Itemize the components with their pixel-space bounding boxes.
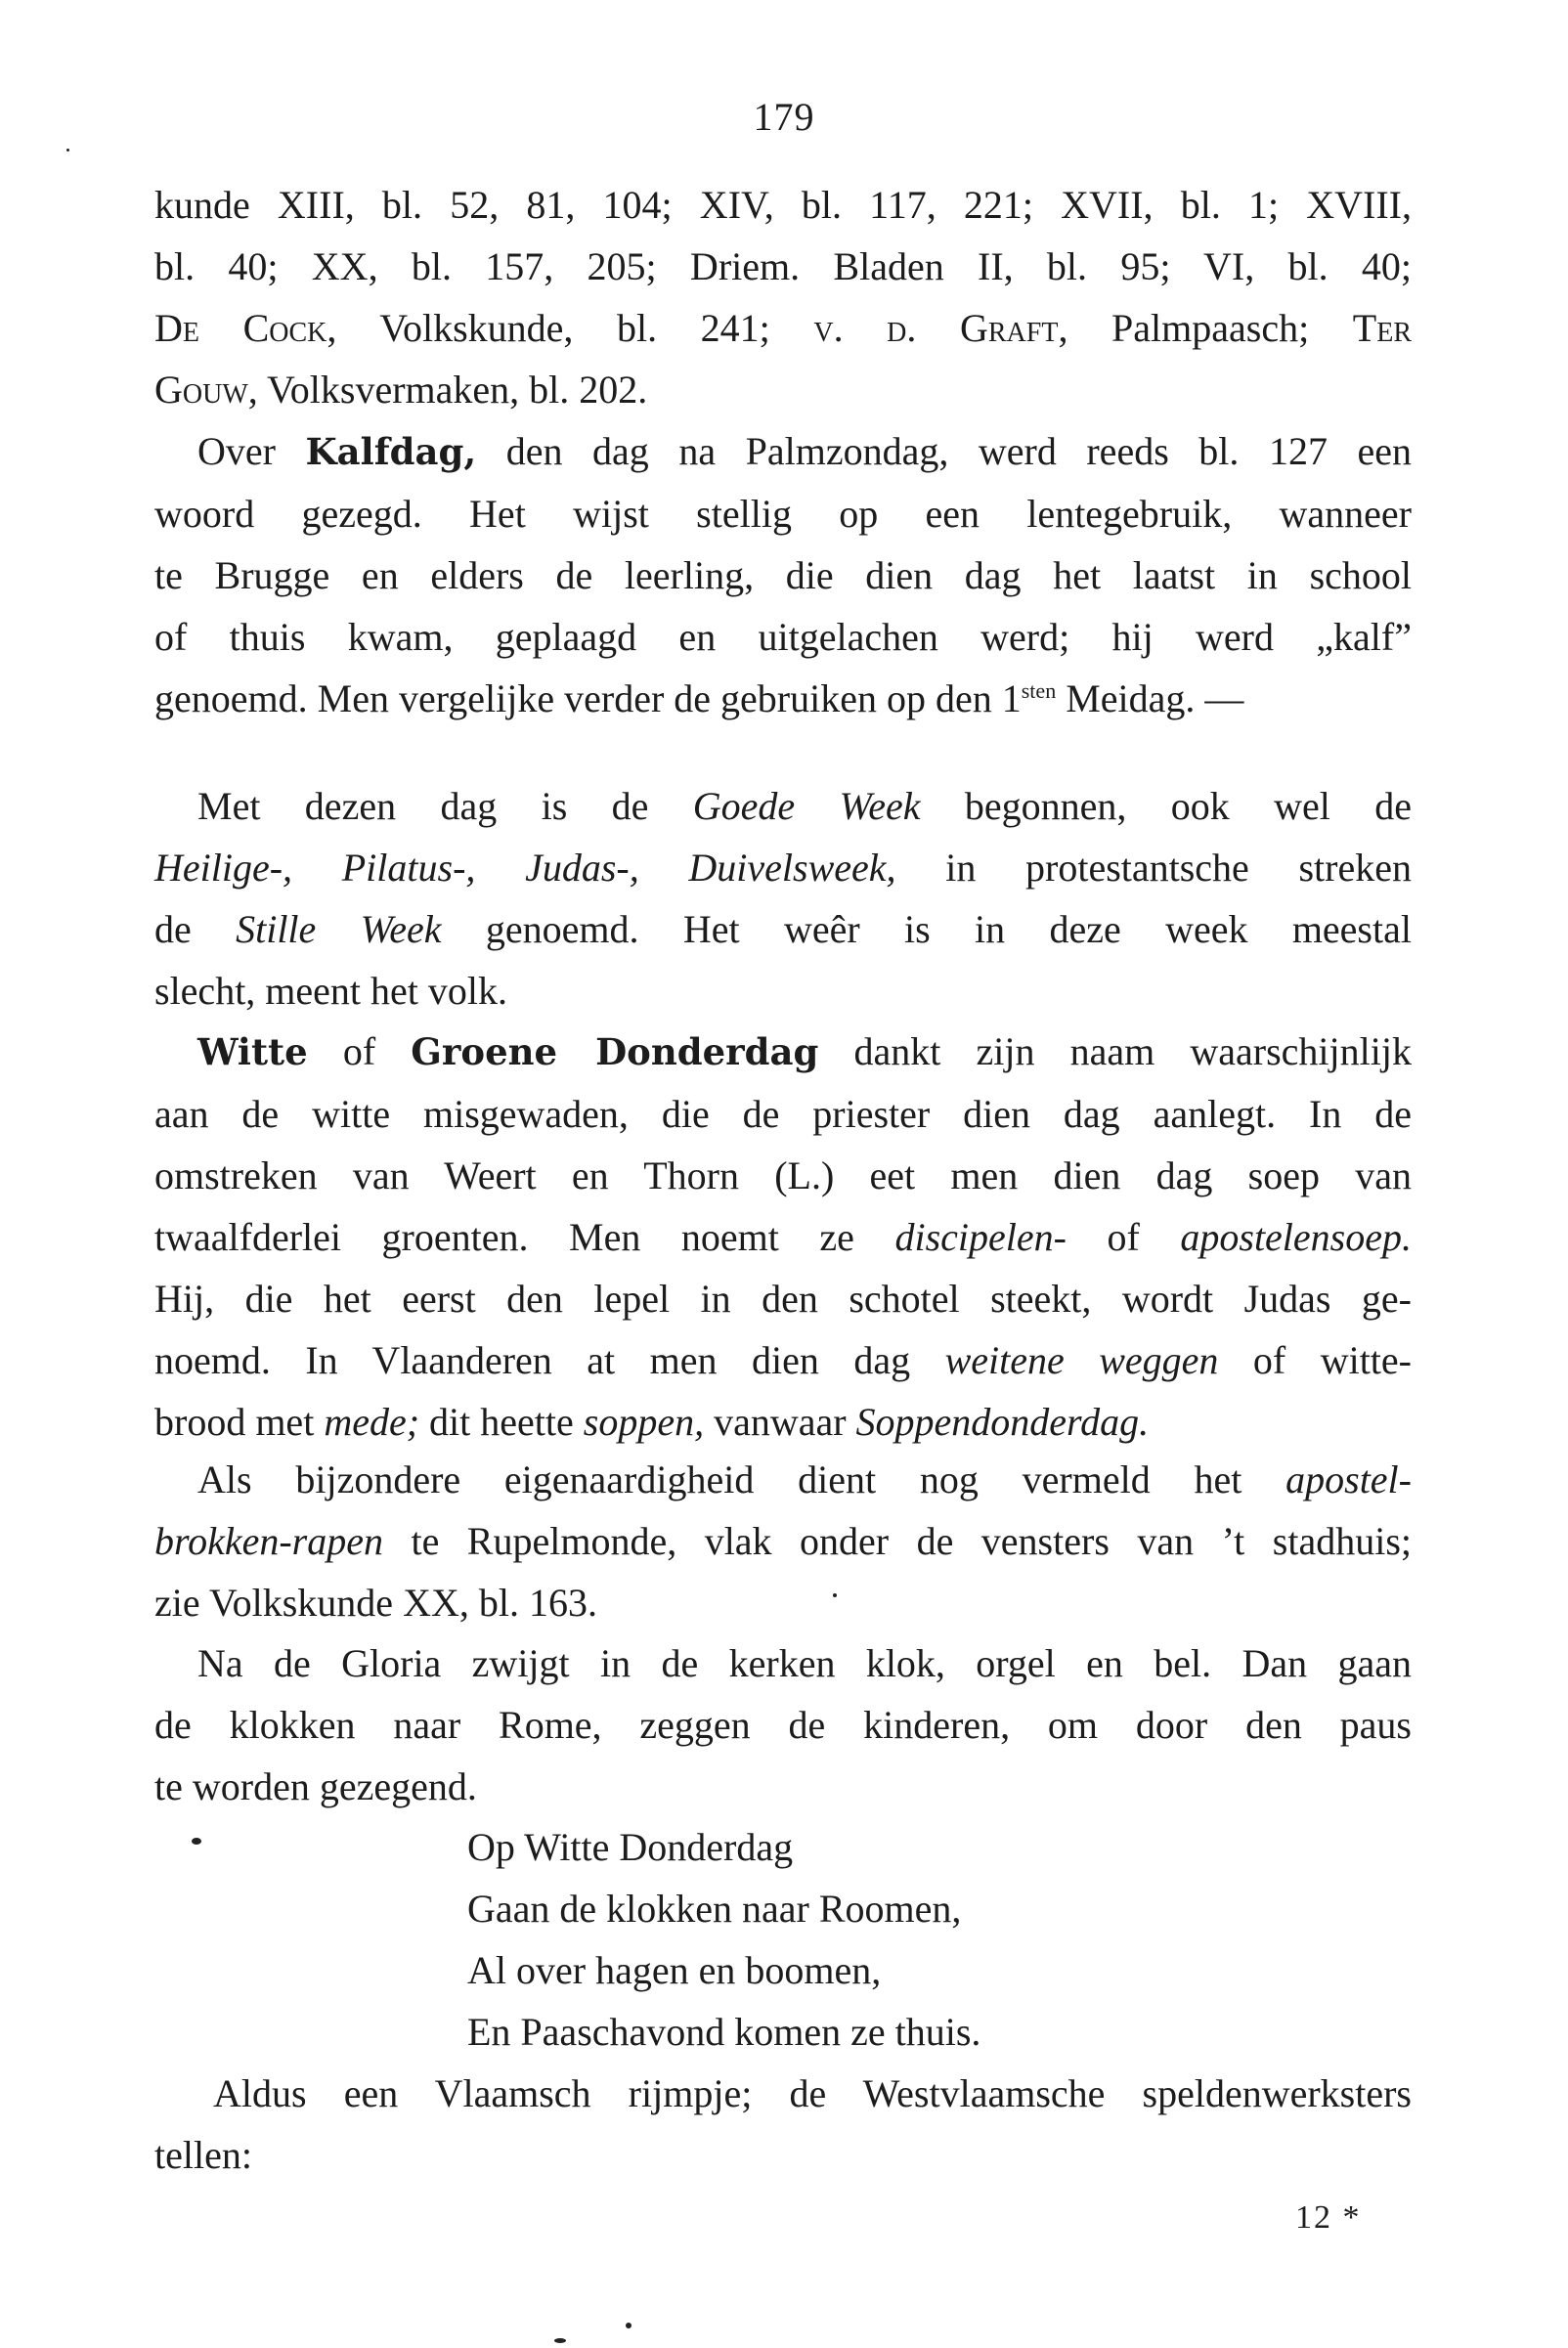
- text-line: Als bijzondere eigenaardigheid dient nog vermeld het apostel-: [197, 1457, 1412, 1501]
- author-name: De Cock: [154, 306, 327, 350]
- text-line: woord gezegd. Het wijst stellig op een lentegebruik, wanneer: [154, 492, 1412, 536]
- scan-speck: [66, 149, 69, 152]
- author-name: Gouw: [154, 368, 248, 412]
- text-line: Heilige-, Pilatus-, Judas-, Duivelsweek, in protestantsche streken: [154, 846, 1412, 890]
- italic-term: weitene weggen: [944, 1338, 1219, 1382]
- text-line: genoemd. Men vergelijke verder de gebruiken op den $1^{sten}$ Meidag. —: [154, 676, 1244, 720]
- text-line: kunde XIII, bl. 52, 81, 104; XIV, bl. 117, 221; XVII, bl. 1; XVIII,: [154, 183, 1412, 227]
- italic-term: soppen,: [583, 1400, 705, 1444]
- italic-term: Heilige-, Pilatus-, Judas-, Duivelsweek,: [154, 846, 896, 890]
- poem: [467, 1816, 980, 2063]
- poem-line: Gaan de klokken naar Roomen,: [467, 1887, 962, 1931]
- heading-term: Groene Donderdag: [411, 1030, 819, 1073]
- heading-term: Kalfdag,: [305, 430, 477, 473]
- paragraph-rijmpje: [154, 2063, 1412, 2186]
- text-line: Na de Gloria zwijgt in de kerken klok, orgel en bel. Dan gaan: [197, 1641, 1412, 1685]
- poem-line: Al over hagen en boomen,: [467, 1948, 882, 1992]
- text-line: Witte of Groene Donderdag dankt zijn naam waarschijnlijk: [197, 1029, 1412, 1073]
- paragraph-kalfdag: [154, 420, 1412, 729]
- text-line: omstreken van Weert en Thorn (L.) eet men dien dag soep van: [154, 1153, 1412, 1197]
- italic-term: discipelen-: [894, 1215, 1067, 1259]
- paragraph-klokken: [154, 1632, 1412, 1817]
- text-line: brokken-rapen te Rupelmonde, vlak onder de vensters van ’t stadhuis;: [154, 1519, 1412, 1563]
- scan-speck: [833, 1593, 837, 1597]
- scan-speck: [192, 1838, 201, 1845]
- text-line: Hij, die het eerst den lepel in den schotel steekt, wordt Judas ge-: [154, 1277, 1412, 1321]
- text-line: te worden gezegend.: [154, 1764, 477, 1808]
- italic-term: apostelensoep.: [1180, 1215, 1412, 1259]
- italic-term: Soppendonderdag.: [855, 1400, 1150, 1444]
- text-line: tellen:: [154, 2133, 252, 2177]
- paragraph-references: [154, 174, 1412, 420]
- author-name: v. d. Graft: [813, 306, 1059, 350]
- paragraph-witte-donderdag: [154, 1021, 1412, 1453]
- scan-speck: [626, 2323, 632, 2328]
- text-line: zie Volkskunde XX, bl. 163.: [154, 1581, 597, 1625]
- text-line: Gouw, Volksvermaken, bl. 202.: [154, 368, 648, 412]
- poem-line: Op Witte Donderdag: [467, 1825, 794, 1869]
- text-line: aan de witte misgewaden, die de priester dien dag aanlegt. In de: [154, 1092, 1412, 1136]
- text-line: Met dezen dag is de Goede Week begonnen, ook wel de: [197, 784, 1412, 828]
- text-line: noemd. In Vlaanderen at men dien dag weitene weggen of witte-: [154, 1338, 1412, 1382]
- scan-speck: [554, 2338, 566, 2343]
- text-line: de klokken naar Rome, zeggen de kinderen, om door den paus: [154, 1703, 1412, 1747]
- italic-term: Stille Week: [236, 907, 442, 951]
- heading-term: Witte: [197, 1030, 308, 1073]
- text-line: of thuis kwam, geplaagd en uitgelachen werd; hij werd „kalf”: [154, 615, 1412, 659]
- text-line: Over Kalfdag, den dag na Palmzondag, werd reeds bl. 127 een: [197, 429, 1412, 473]
- italic-term: mede;: [324, 1400, 420, 1444]
- text-line: slecht, meent het volk.: [154, 969, 508, 1013]
- text-line: bl. 40; XX, bl. 157, 205; Driem. Bladen II, bl. 95; VI, bl. 40;: [154, 244, 1412, 288]
- italic-term: brokken-rapen: [154, 1519, 383, 1563]
- author-name: Ter: [1352, 306, 1413, 350]
- paragraph-goede-week: [154, 775, 1412, 1022]
- page-number: 179: [753, 95, 815, 139]
- text-line: te Brugge en elders de leerling, die dien dag het laatst in school: [154, 553, 1412, 597]
- text-line: brood met mede; dit heette soppen, vanwaar Soppendonderdag.: [154, 1400, 1150, 1444]
- italic-term: apostel-: [1285, 1457, 1412, 1501]
- text-line: twaalfderlei groenten. Men noemt ze discipelen- of apostelensoep.: [154, 1215, 1412, 1259]
- poem-line: En Paaschavond komen ze thuis.: [467, 2010, 981, 2054]
- text-line: De Cock, Volkskunde, bl. 241; v. d. Graft, Palmpaasch; Ter: [154, 306, 1413, 350]
- paragraph-apostelbrokken: [154, 1449, 1412, 1633]
- signature-mark: 12 *: [1295, 2199, 1362, 2236]
- text-line: Aldus een Vlaamsch rijmpje; de Westvlaamsche speldenwerksters: [213, 2071, 1412, 2115]
- italic-term: Goede Week: [692, 784, 921, 828]
- text-line: de Stille Week genoemd. Het weêr is in deze week meestal: [154, 907, 1412, 951]
